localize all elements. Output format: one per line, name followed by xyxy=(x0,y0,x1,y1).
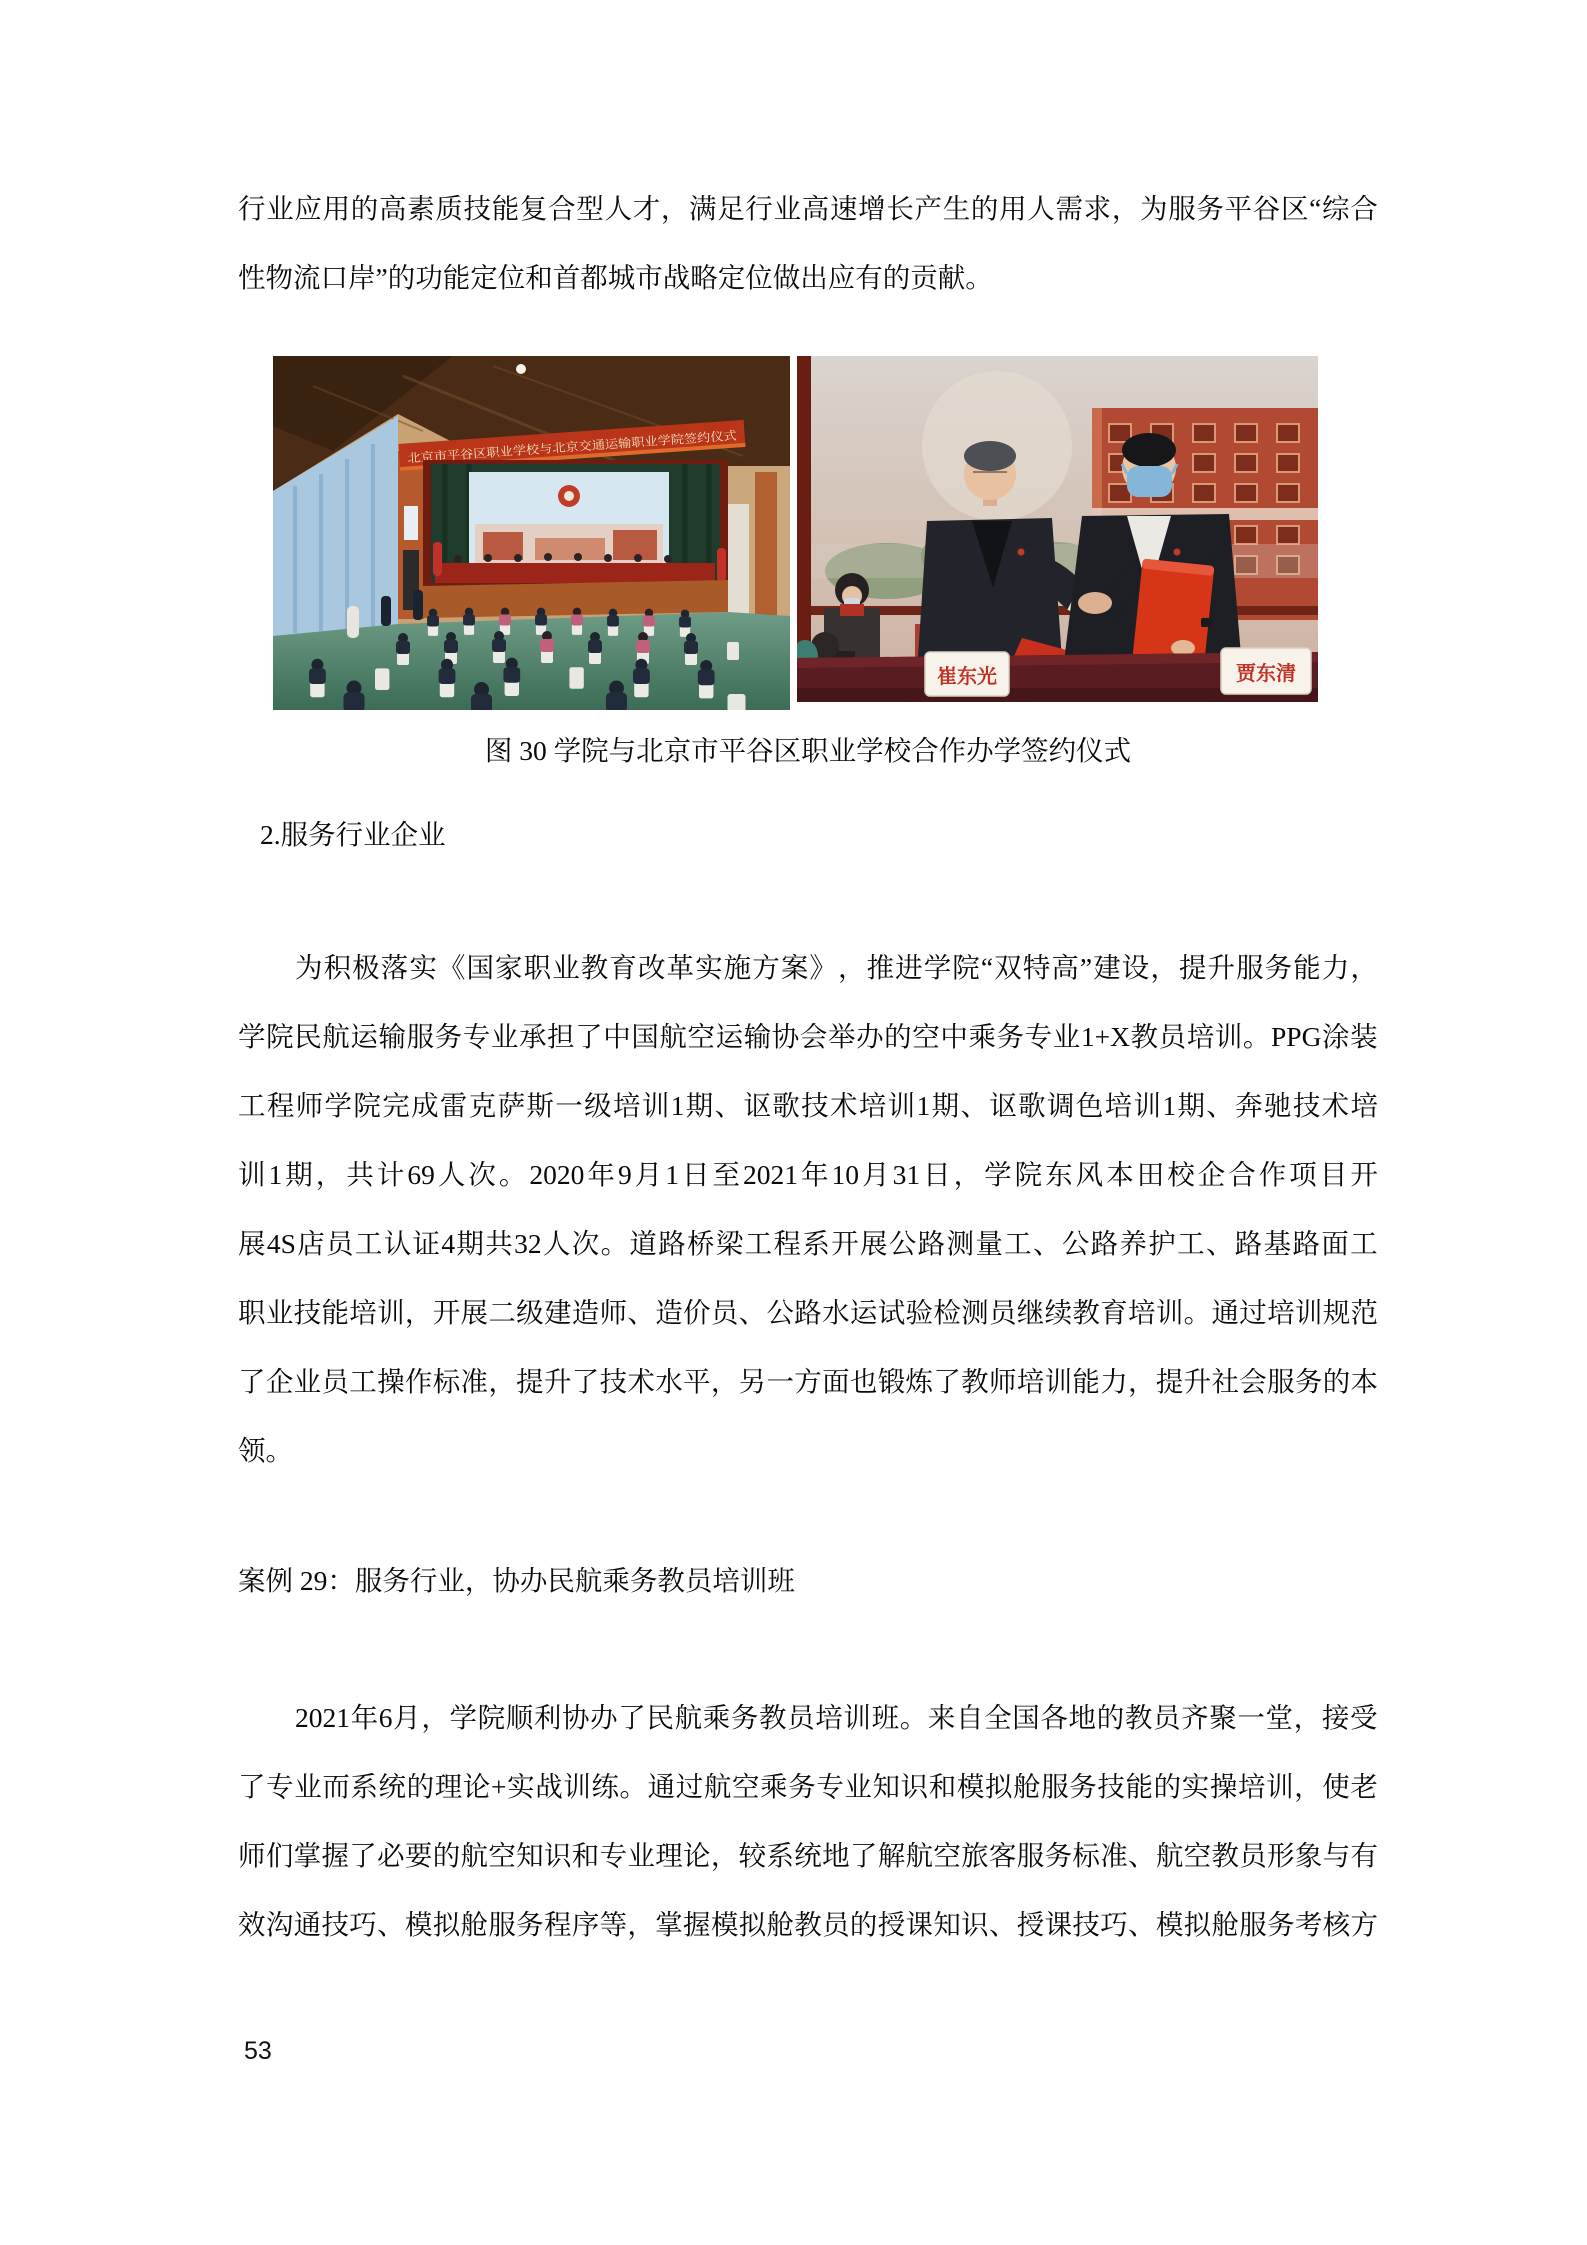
body-line: 职 业 技 能 培 训 ， 开 展 二 级 建 造 师 、 造 价 员 、 公 路 水 运 试 验 检 测 员 继 续 教 育 培 训 。 通 过 培 训 规 范 xyxy=(238,1297,1378,1328)
body-line: 工 程 师 学 院 完 成 雷 克 萨 斯 一 级 培 训 1 期 、 讴 歌 技 术 培 训 1 期 、 讴 歌 调 色 培 训 1 期 、 奔 驰 技 术 培 xyxy=(238,1090,1378,1121)
body-line: 训 1 期 ， 共 计 69 人 次 。 2020 年 9 月 1 日 至 2021 年 10 月 31 日 ， 学 院 东 风 本 田 校 企 合 作 项 目 开 xyxy=(238,1159,1378,1190)
figure-caption: 图 30 学院与北京市平谷区职业学校合作办学签约仪式 xyxy=(484,735,1132,766)
case-heading: 案例 29：服务行业，协办民航乘务教员培训班 xyxy=(238,1565,795,1596)
body-line: 行 业 应 用 的 高 素 质 技 能 复 合 型 人 才 ， 满 足 行 业 高 速 增 长 产 生 的 用 人 需 求 ， 为 服 务 平 谷 区 “ 综 合 xyxy=(238,193,1378,224)
body-line: 为 积 极 落 实 《 国 家 职 业 教 育 改 革 实 施 方 案 》 ， 推 进 学 院 “ 双 特 高 ” 建 设 ， 提 升 服 务 能 力 ， xyxy=(295,952,1378,983)
page-number: 53 xyxy=(244,2037,272,2065)
name-card-left-text: 崔东光 xyxy=(937,666,997,688)
body-line: 学 院 民 航 运 输 服 务 专 业 承 担 了 中 国 航 空 运 输 协 会 举 办 的 空 中 乘 务 专 业 1+X 教 员 培 训 。 PPG 涂 装 xyxy=(238,1021,1378,1052)
figure-photo-auditorium xyxy=(273,356,790,710)
body-line: 了 专 业 而 系 统 的 理 论 + 实 战 训 练 。 通 过 航 空 乘 务 专 业 知 识 和 模 拟 舱 服 务 技 能 的 实 操 培 训 ， 使 老 xyxy=(238,1771,1378,1802)
body-line: 展 4S 店 员 工 认 证 4 期 共 32 人 次 。 道 路 桥 梁 工 程 系 开 展 公 路 测 量 工 、 公 路 养 护 工 、 路 基 路 面 工 xyxy=(238,1228,1378,1259)
body-line: 性物流口岸”的功能定位和首都城市战略定位做出应有的贡献。 xyxy=(238,262,993,293)
figure-photo-handshake xyxy=(797,356,1318,702)
stage-banner-text: 北京市平谷区职业学校与北京交通运输职业学院签约仪式 xyxy=(406,430,708,466)
paragraph-1 xyxy=(238,933,1378,1485)
section-heading: 2.服务行业企业 xyxy=(260,819,446,850)
body-line: 领。 xyxy=(238,1435,293,1466)
body-line: 效 沟 通 技 巧 、 模 拟 舱 服 务 程 序 等 ， 掌 握 模 拟 舱 教 员 的 授 课 知 识 、 授 课 技 巧 、 模 拟 舱 服 务 考 核 方 xyxy=(238,1909,1378,1940)
intro-paragraph xyxy=(238,174,1378,312)
body-line: 了 企 业 员 工 操 作 标 准 ， 提 升 了 技 术 水 平 ， 另 一 方 面 也 锻 炼 了 教 师 培 训 能 力 ， 提 升 社 会 服 务 的 本 xyxy=(238,1366,1378,1397)
paragraph-2 xyxy=(238,1683,1378,1959)
body-line: 师 们 掌 握 了 必 要 的 航 空 知 识 和 专 业 理 论 ， 较 系 统 地 了 解 航 空 旅 客 服 务 标 准 、 航 空 教 员 形 象 与 有 xyxy=(238,1840,1378,1871)
body-line: 2021 年 6 月 ， 学 院 顺 利 协 办 了 民 航 乘 务 教 员 培 训 班 。 来 自 全 国 各 地 的 教 员 齐 聚 一 堂 ， 接 受 xyxy=(295,1702,1378,1733)
handshake-photo-illustration xyxy=(797,356,1318,702)
auditorium-photo-illustration xyxy=(273,356,790,710)
name-card-right-text: 贾东清 xyxy=(1236,663,1296,685)
name-card-left xyxy=(925,652,1009,696)
name-card-right xyxy=(1221,648,1311,694)
